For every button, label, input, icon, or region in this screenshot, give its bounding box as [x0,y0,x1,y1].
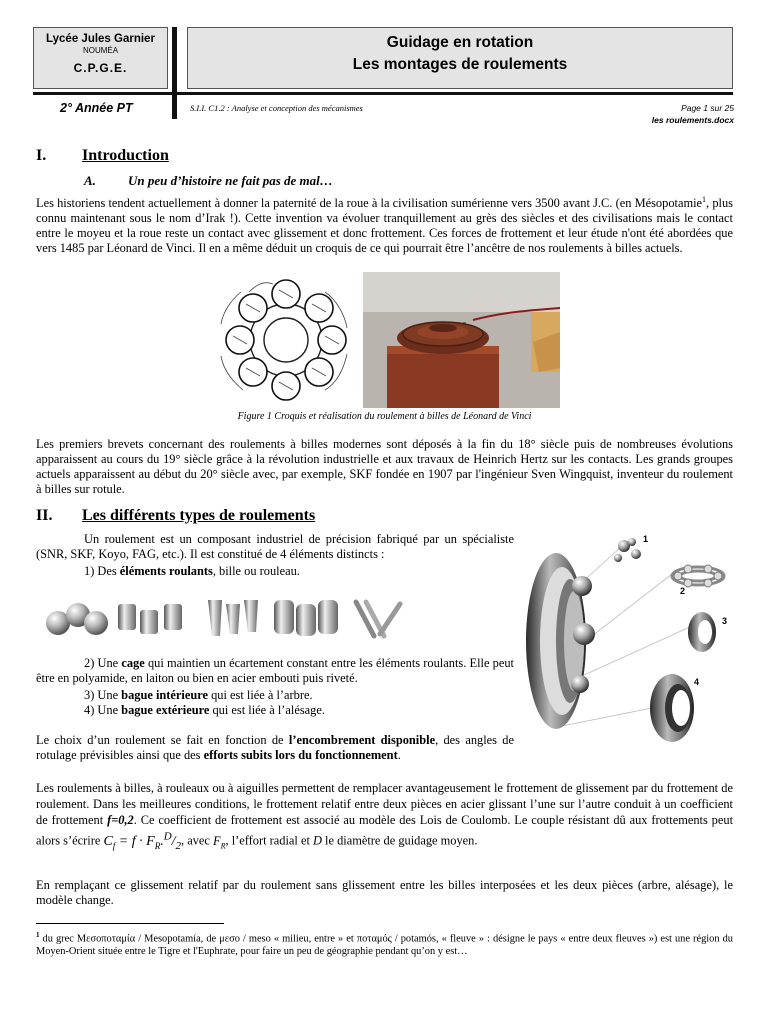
bearing-intro-text: Un roulement est un composant industriel de précision fabriqué par un spécialiste (SNR, SKF, Koyo, FAG, etc.). Il est constitué de 4 éléments distincts : [36,532,514,561]
footnote-ref[interactable]: 1 [702,195,707,204]
school-class: C.P.G.E. [73,61,128,75]
item-4-bold: bague extérieure [121,703,210,717]
choice-text-1: Le choix d’un roulement se fait en fonction de [36,733,289,747]
section-1-number: I. [36,147,47,164]
footnote-mark: 1 [36,931,40,939]
friction-text-4: , l’effort radial et [225,833,313,848]
friction-paragraph [36,780,733,854]
radial-force-symbol: $F_R$ [213,833,226,851]
title-box [187,27,733,89]
item-4-suffix: qui est liée à l’alésage. [209,703,325,717]
section-2-heading [36,507,315,525]
footnote-separator [36,923,224,924]
da-vinci-sketch [213,276,359,404]
school-name: Lycée Jules Garnier [46,33,155,45]
friction-text-2: . Ce coefficient de frottement est associé au modèle des Lois de Coulomb. Le couple résistant dû aux frottements peut alors s’écrire [36,813,734,848]
item-1-prefix: 1) Des [84,564,120,578]
year-label: 2° Année PT [60,101,133,115]
file-name: les roulements.docx [651,115,734,125]
section-1-title: Introduction [82,147,169,164]
doc-title-line2: Les montages de roulements [352,56,568,73]
item-2-suffix: qui maintien un écartement constant entre les éléments roulants. Elle peut être en polyamide, en laiton ou bien en acier embouti puis riveté. [36,656,514,685]
figure-1-caption: Figure 1 Croquis et réalisation du roulement à billes de Léonard de Vinci [237,411,532,422]
subsection-a-title: Un peu d’histoire ne fait pas de mal… [128,173,333,188]
item-1-suffix: , bille ou rouleau. [212,564,300,578]
item-4-prefix: 4) Une [84,703,122,717]
doc-title-line1: Guidage en rotation [386,34,534,51]
exploded-label-3: 3 [722,616,728,626]
exploded-label-1: 1 [643,534,649,544]
section-1-heading [36,147,169,165]
item-3-bold: bague intérieure [121,688,209,702]
exploded-label-4: 4 [694,677,700,687]
item-3-suffix: qui est liée à l’arbre. [208,688,313,702]
item-2 [36,656,514,686]
choice-paragraph [36,733,514,763]
diameter-symbol: D [313,833,322,848]
intro-text-2: , plus connu maintenant sous le nom d’Irak !). Cette invention va évoluer tranquillement au grès des siècles et des civilisations mais le contact entre le moyeu et la roue reste un contact avec glissement et donc frottement. Ces forces de frottement et leur étude n'ont été abordées que vers 1485 par Léonard de Vinci. Il en a même déduit un croquis de ce qui pourrait être l’ancêtre de nos roulements à billes actuels. [36,196,733,256]
rolling-paragraph: En remplaçant ce glissement relatif par du roulement sans glissement entre les billes interposées et les deux pièces (arbre, alésage), le modèle change. [36,878,733,907]
item-2-prefix: 2) Une [84,656,122,670]
friction-coefficient: f=0,2 [107,813,134,827]
header-divider-horizontal [33,92,733,95]
intro-text-1: Les historiens tendent actuellement à donner la paternité de la roue à la civilisation sumérienne vers 3500 avant J.C. (en Mésopotamie [36,196,703,211]
intro-paragraph [36,192,733,256]
rolling-elements-illustration [40,590,410,644]
bearing-intro [36,532,514,562]
choice-bold-2: efforts subits lors du fonctionnement [203,748,398,762]
item-1 [84,564,514,579]
subsection-a-heading [84,173,333,189]
item-4 [84,703,514,718]
choice-text-3: . [397,748,401,762]
exploded-bearing-diagram [522,526,736,764]
subsection-a-letter: A. [84,173,96,188]
exploded-label-2: 2 [680,586,686,596]
school-city: NOUMÉA [82,46,119,55]
friction-text-5: le diamètre de guidage moyen. [321,833,478,848]
item-3 [84,688,514,703]
page-number: Page 1 sur 25 [681,103,734,113]
choice-bold-1: l’encombrement disponible [288,733,436,747]
item-1-bold: éléments roulants [119,564,213,578]
da-vinci-model-photo [363,272,560,408]
footnote [36,929,733,958]
section-2-title: Les différents types de roulements [82,507,316,524]
footnote-text: du grec Μεσοποταμία / Mesopotamía, de μεσο / meso « milieu, entre » et ποταμός / potamós, « fleuve » : désigne le pays « entre deux fleuves ») est une région du Moyen-Orient située entre le Tigre et l'Euphrate, pour faire un peu de géographie pendant qu’on y est… [36,933,733,958]
course-label: S.I.I. C1.2 : Analyse et conception des mécanismes [190,103,363,113]
header-divider-vertical [172,27,177,119]
section-2-number: II. [36,507,53,524]
item-3-prefix: 3) Une [84,688,122,702]
choice-text-2: , des angles de rotulage prévisibles ainsi que des [36,733,514,762]
school-box [33,27,168,89]
friction-text-3: , avec [181,833,214,848]
history-paragraph: Les premiers brevets concernant des roulements à billes modernes sont déposés à la fin du 18° siècle puis de nombreuses évolutions apparaissent au cours du 19° siècle grâce à la révolution industrielle et aux travaux de Heinrich Hertz sur les contacts. Les grands groupes actuels apparaissent au début du 20° siècle avec, par exemple, SKF fondée en 1907 par l'ingénieur Sven Wingquist, inventeur du roulement à billes sur rotule. [36,437,733,496]
torque-formula: $C_f = f \cdot F_R.^D/_2$ [103,830,182,852]
friction-text-1: Les roulements à billes, à rouleaux ou à aiguilles permettent de remplacer avantageusement le frottement de glissement par du frottement de roulement. Dans les meilleures conditions, le frottement relatif entre deux pièces en acier glissant l’une sur l’autre conduit à un coefficient de frottement [36,781,733,827]
item-2-bold: cage [121,656,145,670]
